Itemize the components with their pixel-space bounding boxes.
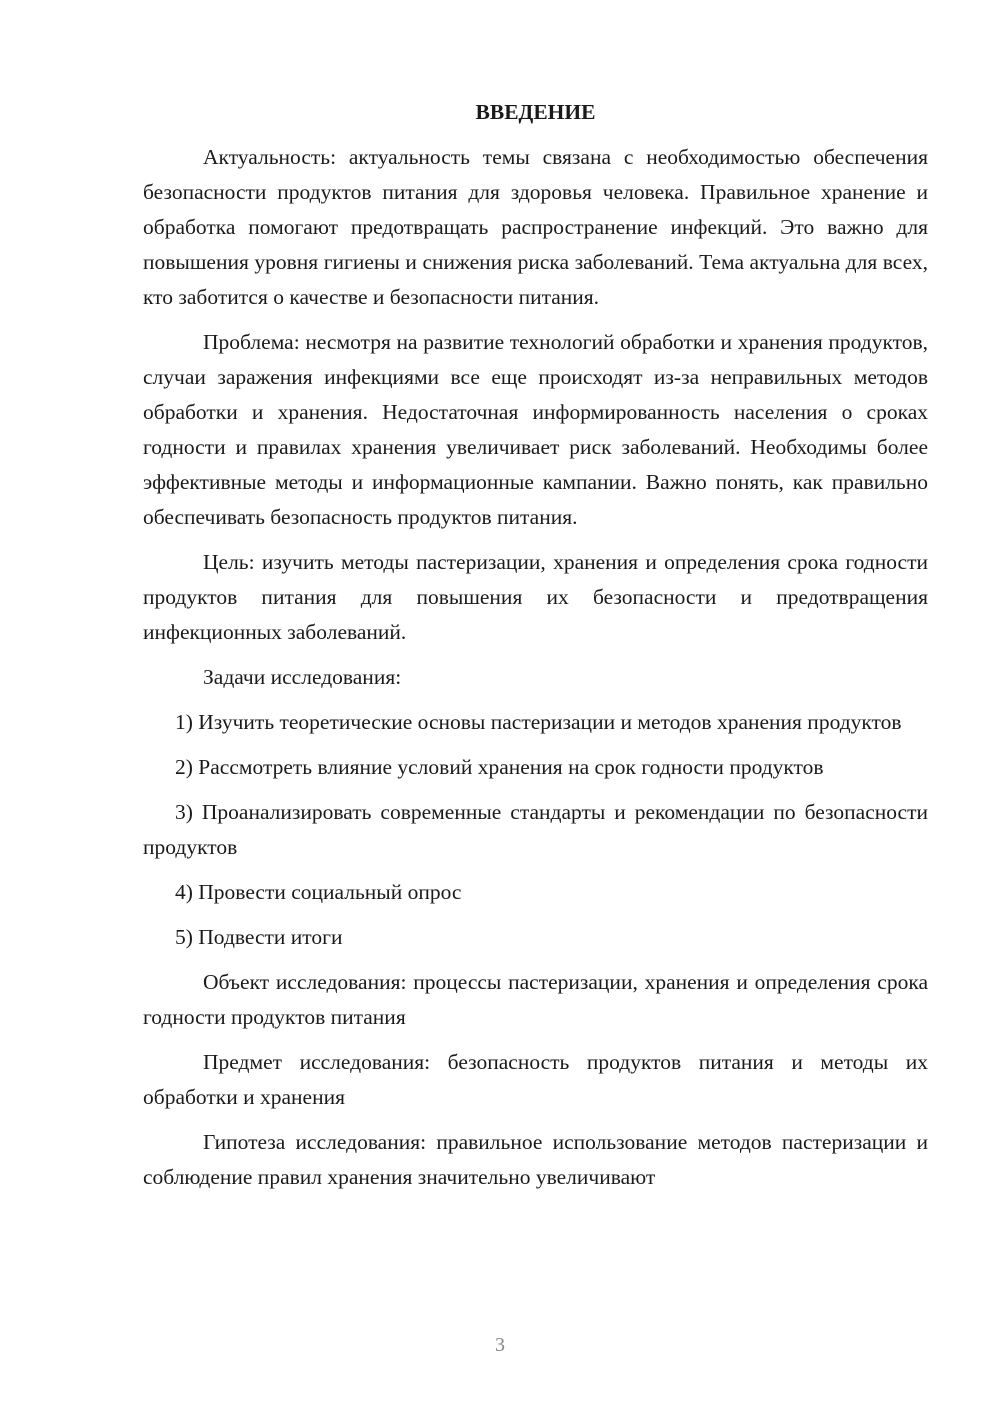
- section-title: ВВЕДЕНИЕ: [475, 100, 596, 124]
- paragraph-tasks-heading: Задачи исследования:: [203, 665, 402, 689]
- task-item-2: 2) Рассмотреть влияние условий хранения на срок годности продуктов: [175, 755, 824, 779]
- paragraph-problem: Проблема: несмотря на развитие технологий обработки и хранения продуктов, случаи заражения инфекциями все еще происходят из-за неправильных методов обработки и хранения. Недостаточная информированность населения о сроках годности и правилах хранения увеличивает риск заболеваний. Необходимы более эффективные методы и информационные кампании. Важно понять, как правильно обеспечивать безопасность продуктов питания.: [143, 330, 928, 529]
- paragraph-object: Объект исследования: процессы пастеризации, хранения и определения срока годности продуктов питания: [143, 970, 928, 1029]
- page-number: 3: [495, 1334, 505, 1356]
- document-page: [143, 95, 928, 1205]
- task-item-4: 4) Провести социальный опрос: [175, 880, 462, 904]
- paragraph-subject: Предмет исследования: безопасность продуктов питания и методы их обработки и хранения: [143, 1050, 928, 1109]
- paragraph-hypothesis: Гипотеза исследования: правильное использование методов пастеризации и соблюдение правил хранения значительно увеличивают: [143, 1130, 928, 1189]
- task-item-3: 3) Проанализировать современные стандарты и рекомендации по безопасности продуктов: [143, 800, 928, 859]
- paragraph-relevance: Актуальность: актуальность темы связана с необходимостью обеспечения безопасности продуктов питания для здоровья человека. Правильное хранение и обработка помогают предотвращать распространение инфекций. Это важно для повышения уровня гигиены и снижения риска заболеваний. Тема актуальна для всех, кто заботится о качестве и безопасности питания.: [143, 145, 928, 309]
- task-item-1: 1) Изучить теоретические основы пастеризации и методов хранения продуктов: [175, 710, 902, 734]
- paragraph-goal: Цель: изучить методы пастеризации, хранения и определения срока годности продуктов питания для повышения их безопасности и предотвращения инфекционных заболеваний.: [143, 550, 928, 644]
- task-item-5: 5) Подвести итоги: [175, 925, 343, 949]
